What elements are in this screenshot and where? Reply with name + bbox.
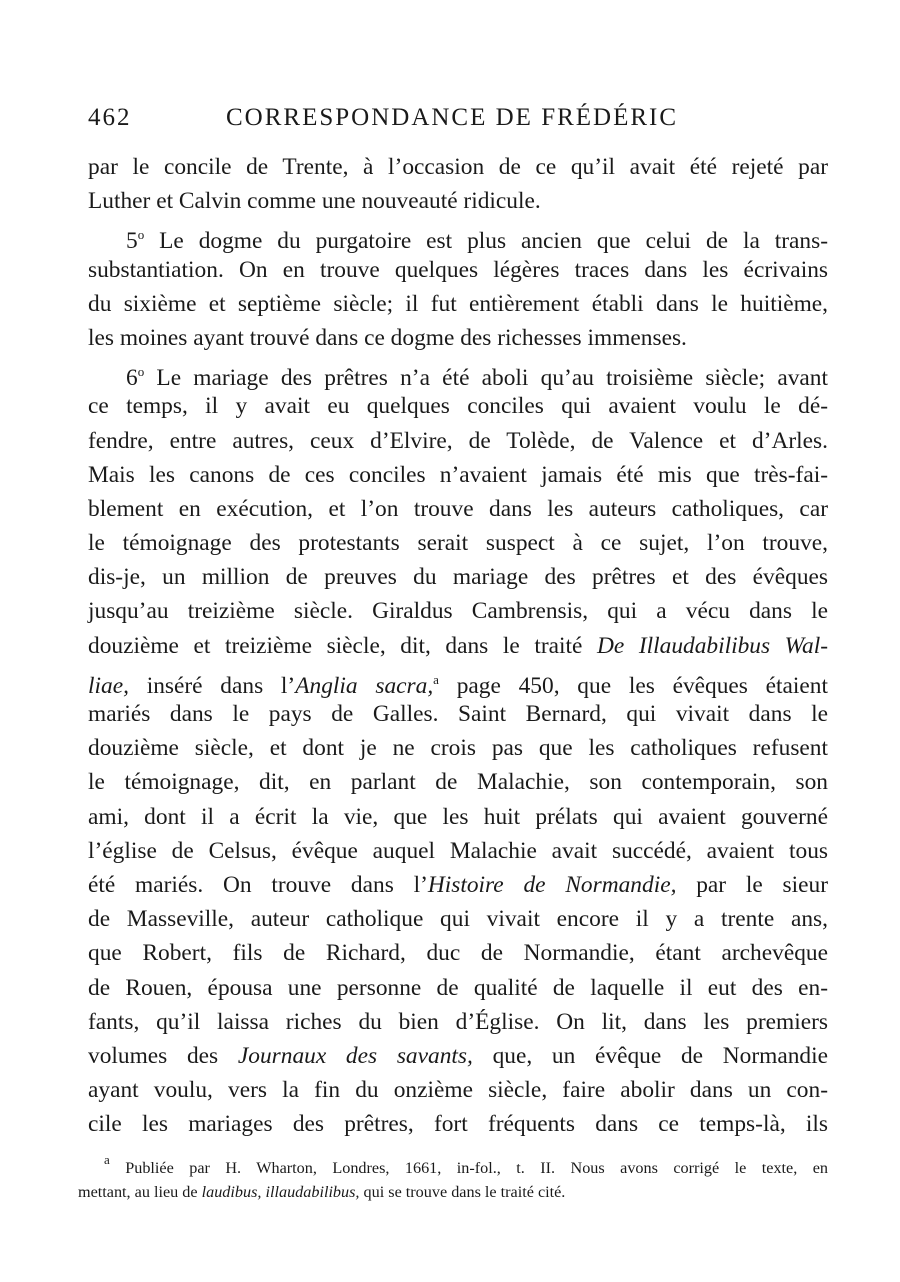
text-line: fants, qu’il laissa riches du bien d’Église. On lit, dans les premiers <box>88 1008 828 1035</box>
page-number: 462 <box>88 104 132 131</box>
text-span: Publiée par H. Wharton, Londres, 1661, in-fol., t. II. Nous avons corrigé le texte, en <box>109 1159 828 1177</box>
italic-text: laudibus, illaudabilibus, <box>201 1183 360 1201</box>
footnote <box>78 1148 828 1204</box>
item-number: 5 <box>126 228 138 255</box>
text-line: dis-je, un million de preuves du mariage des prêtres et des évêques <box>88 564 828 591</box>
page-header <box>88 104 828 140</box>
text-line: du sixième et septième siècle; il fut entièrement établi dans le huitième, <box>88 290 828 317</box>
text-line: cile les mariages des prêtres, fort fréquents dans ce temps-là, ils <box>88 1111 828 1138</box>
text-line: ami, dont il a écrit la vie, que les huit prélats qui avaient gouverné <box>88 803 828 830</box>
text-line: l’église de Celsus, évêque auquel Malachie avait succédé, avaient tous <box>88 837 828 864</box>
text-line <box>88 629 828 663</box>
text-span: douzième et treizième siècle, dit, dans le traité <box>88 632 597 659</box>
running-title: CORRESPONDANCE DE FRÉDÉRIC <box>226 104 679 131</box>
text-span: Le dogme du purgatoire est plus ancien que celui de la trans- <box>144 228 828 255</box>
text-span: été mariés. On trouve dans l’ <box>88 871 428 898</box>
footnote-marker: a <box>104 1152 110 1167</box>
text-line: que Robert, fils de Richard, duc de Normandie, étant archevêque <box>88 940 828 967</box>
text-line: mariés dans le pays de Galles. Saint Bernard, qui vivait dans le <box>88 701 828 727</box>
italic-title: Journaux des savants, <box>237 1042 473 1069</box>
italic-title: Histoire de Normandie, <box>427 871 677 898</box>
footnote-marker: a <box>433 671 439 687</box>
italic-title: Anglia sacra, <box>295 672 434 699</box>
italic-title: De Illaudabilibus Wal- <box>596 632 828 659</box>
text-line: Mais les canons de ces conciles n’avaient jamais été mis que très-fai- <box>88 461 828 488</box>
text-line <box>88 868 828 902</box>
text-span: volumes des <box>88 1042 238 1069</box>
text-line: substantiation. On en trouve quelques légères traces dans les écrivains <box>88 256 828 283</box>
text-line <box>88 355 828 392</box>
text-line: le témoignage, dit, en parlant de Malachie, son contemporain, son <box>88 769 828 796</box>
text-span: qui se trouve dans le traité cité. <box>359 1183 566 1201</box>
ordinal-superscript: o <box>137 364 145 380</box>
footnote-line <box>78 1148 828 1180</box>
text-line: fendre, entre autres, ceux d’Elvire, de Tolède, de Valence et d’Arles. <box>88 427 828 454</box>
text-line: par le concile de Trente, à l’occasion de ce qu’il avait été rejeté par <box>88 154 828 180</box>
text-span: Le mariage des prêtres n’a été aboli qu’au troisième siècle; avant <box>144 365 828 392</box>
text-line: le témoignage des protestants serait suspect à ce sujet, l’on trouve, <box>88 530 828 557</box>
item-number: 6 <box>126 365 138 392</box>
text-span: inséré dans l’ <box>128 672 296 699</box>
text-span: par le sieur <box>676 871 828 898</box>
text-line: douzième siècle, et dont je ne crois pas que les catholiques refusent <box>88 735 828 762</box>
text-line: ce temps, il y avait eu quelques conciles qui avaient voulu le dé- <box>88 393 828 420</box>
text-span: que, un évêque de Normandie <box>472 1042 828 1069</box>
italic-title: liae, <box>88 672 129 699</box>
text-line <box>88 663 828 697</box>
text-line: jusqu’au treizième siècle. Giraldus Cambrensis, qui a vécu dans le <box>88 598 828 625</box>
text-line: blement en exécution, et l’on trouve dans les auteurs catholiques, car <box>88 495 828 522</box>
text-line: de Masseville, auteur catholique qui vivait encore il y a trente ans, <box>88 906 828 933</box>
text-line: de Rouen, épousa une personne de qualité de laquelle il eut des en- <box>88 974 828 1001</box>
text-line: ayant voulu, vers la fin du onzième siècle, faire abolir dans un con- <box>88 1077 828 1104</box>
text-line: Luther et Calvin comme une nouveauté ridicule. <box>88 188 541 215</box>
text-line <box>88 1039 828 1073</box>
text-line: les moines ayant trouvé dans ce dogme des richesses immenses. <box>88 324 687 351</box>
text-span: mettant, au lieu de <box>78 1183 202 1201</box>
body-text <box>88 150 828 1141</box>
ordinal-superscript: o <box>137 227 145 243</box>
text-line <box>88 218 828 255</box>
footnote-line <box>78 1180 828 1204</box>
text-span: page 450, que les évêques étaient <box>438 672 828 699</box>
